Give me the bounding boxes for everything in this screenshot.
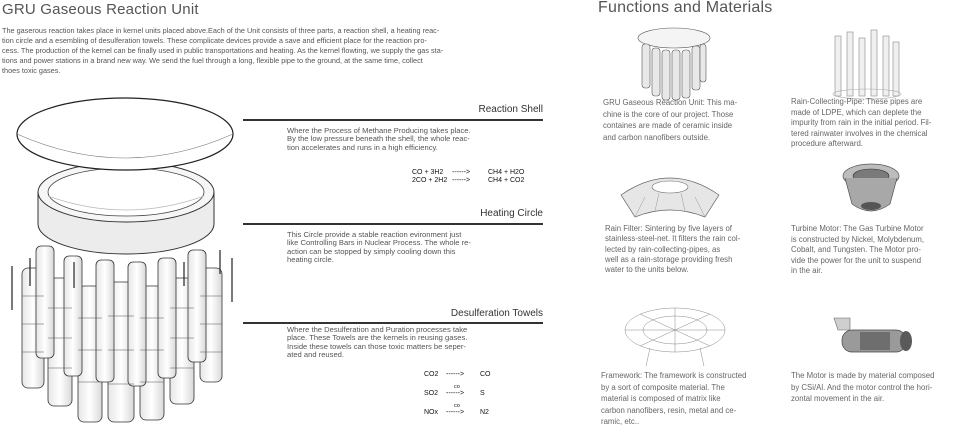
intro-line: The gaserous reaction takes place in kernel units placed above.Each of the Unit consists of three parts, a reaction shell, a heating reac-	[2, 26, 440, 35]
body-line: Inside these towels can those toxic matters be seper-	[287, 341, 466, 351]
body-line: By the low pressure beneath the shell, the whole reac-	[287, 134, 470, 144]
card-line: stainless-steel-net. It filters the rain col-	[605, 234, 741, 244]
collecting-pipe-icon	[825, 28, 905, 100]
card-line: procedure afterward.	[791, 139, 863, 149]
equation: CO + 3H2 ------> CH4 + H2O	[412, 169, 525, 176]
card-line: lected by rain-collecting-pipes, as	[605, 244, 721, 254]
body-line: tion accelerates and runs in a high efficiency.	[287, 142, 438, 152]
card-line: by CSi/Al. And the motor control the hori-	[791, 382, 933, 392]
equation: CO2 ------> CO	[424, 371, 491, 378]
section-heading-reaction-shell: Reaction Shell	[478, 104, 543, 115]
card-motor	[791, 370, 959, 405]
section-body-reaction-shell	[287, 127, 537, 152]
catalyst-label: co	[454, 384, 460, 390]
body-line: action can be stopped by simply cooling down this	[287, 246, 456, 256]
equation: SO2 co ------> S	[424, 384, 485, 397]
card-line: carbon nanofibers, resin, metal and ce-	[601, 405, 737, 415]
page-title: GRU Gaseous Reaction Unit	[2, 1, 199, 18]
reaction-unit-icon	[634, 24, 714, 104]
reaction-unit-illustration	[8, 96, 246, 430]
motor-icon	[820, 312, 920, 360]
equation: NOx co ------> N2	[424, 403, 489, 416]
section-divider	[243, 119, 543, 121]
intro-line: thoes toxic gases.	[2, 66, 61, 75]
card-turbine-motor	[791, 224, 956, 277]
section-divider	[243, 322, 543, 324]
section-heading-desulferation-towels: Desulferation Towels	[450, 308, 543, 319]
card-framework	[601, 370, 771, 428]
card-line: containes are made of ceramic inside	[603, 121, 733, 131]
card-reaction-unit	[603, 97, 768, 143]
card-line: material is composed of matrix like	[601, 394, 721, 404]
card-line: zontal movement in the air.	[791, 394, 885, 404]
card-line: Turbine Motor: The Gas Turbine Motor	[791, 224, 924, 233]
equations-desulferation	[424, 369, 534, 418]
equation: 2CO + 2H2 ------> CH4 + CO2	[412, 177, 525, 184]
card-line: water to the units below.	[605, 265, 689, 275]
section-heading-heating-circle: Heating Circle	[480, 208, 543, 219]
card-line: ramic, etc..	[601, 417, 640, 427]
card-rain-filter	[605, 224, 770, 275]
framework-icon	[620, 300, 730, 368]
intro-line: cess. The production of the kernel can be finally used in public transportations and heating. As the kernel flowting, we supply the gas sta-	[2, 46, 444, 55]
body-line: place. These Towels are the kernels in reusing gases.	[287, 333, 468, 343]
body-line: This Circle provide a stable reaction evironment just	[287, 230, 462, 239]
card-line: tered rainwater involves in the chemical	[791, 128, 928, 138]
section-divider	[243, 223, 543, 225]
card-line: and carbon nanofibers outside.	[603, 132, 711, 142]
body-line: heating circle.	[287, 255, 334, 265]
card-line: well as a rain-storage providing fresh	[605, 254, 733, 264]
card-line: made of LDPE, which can deplete the	[791, 107, 922, 117]
card-line: in the air.	[791, 266, 823, 276]
turbine-motor-icon	[840, 160, 902, 222]
card-line: is constructed by Nickel, Molybdenum,	[791, 234, 925, 244]
body-line: Where the Process of Methane Producing takes place.	[287, 126, 471, 135]
card-collecting-pipe	[791, 97, 956, 150]
card-line: Cobalt, and Tungsten. The Motor pro-	[791, 245, 921, 255]
card-line: vide the power for the unit to suspend	[791, 255, 922, 265]
body-line: ated and reused.	[287, 350, 344, 360]
section-body-desulferation-towels	[287, 326, 537, 360]
card-line: GRU Gaseous Reaction Unit: This ma-	[603, 98, 738, 107]
intro-paragraph	[2, 26, 550, 76]
card-line: Rain Filter: Sintering by five layers of	[605, 224, 732, 233]
card-line: Rain-Collecting-Pipe: These pipes are	[791, 97, 923, 106]
body-line: Where the Desulferation and Puration processes take	[287, 325, 468, 334]
rain-filter-icon	[619, 165, 721, 225]
body-line: like Controlling Bars in Nuclear Process. The whole re-	[287, 238, 471, 248]
catalyst-label: co	[454, 403, 460, 409]
card-line: chine is the core of our project. Those	[603, 109, 734, 119]
card-line: by a sort of composite material. The	[601, 382, 725, 392]
card-line: Framework: The framework is constructed	[601, 371, 747, 380]
section-body-heating-circle	[287, 231, 537, 265]
intro-line: tions and power stations in a brand new way. We send the fuel through a long, flexible pipe to the ground, at the same time, collect	[2, 56, 423, 65]
intro-line: tion circle and a esembling of desulferation towels. These complicate devices provide a save and efficient place for the reaction pro-	[2, 36, 427, 45]
card-line: The Motor is made by material composed	[791, 371, 935, 380]
card-line: impurity from rain in the initial period. Fil-	[791, 118, 932, 128]
equations-reaction-shell	[412, 169, 542, 184]
functions-title: Functions and Materials	[598, 0, 773, 16]
